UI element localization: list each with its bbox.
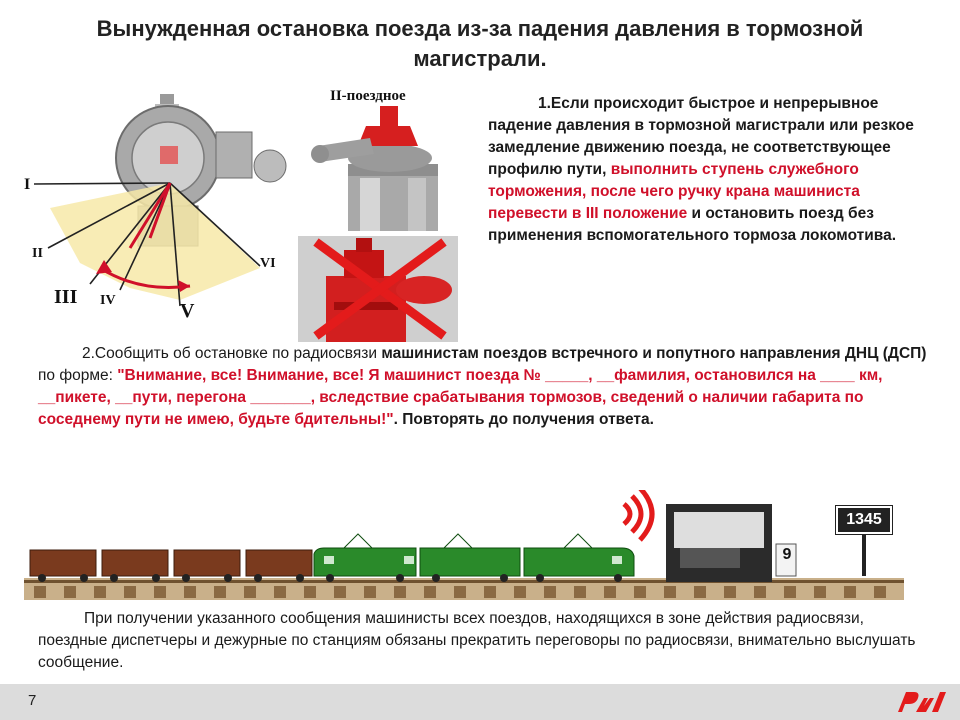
step1-tail-text: и остановить поезд без применения вспомогательного тормоза локомотива. — [488, 205, 897, 244]
step1-red-text: выполнить ступень служебного торможения, после чего ручку крана машиниста перевести в III положение — [488, 161, 860, 222]
rzd-logo-icon — [894, 688, 950, 716]
position-label-6: VI — [260, 256, 276, 271]
crane-photo-correct — [298, 86, 458, 231]
step2-bold-text: машинистам поездов встречного и попутного направления ДНЦ (ДСП) — [381, 345, 927, 362]
crane-photo-crossed — [298, 236, 458, 342]
position-label-2: II — [32, 246, 43, 261]
notice-text — [38, 608, 918, 674]
instruction-step-1 — [488, 93, 938, 247]
radio-waves-icon — [624, 490, 652, 540]
position-label-4: IV — [100, 293, 116, 308]
step2-tail-text: . Повторять до получения ответа. — [393, 411, 654, 428]
position-label-3: III — [54, 286, 78, 308]
km-sign: 1345 — [836, 506, 892, 534]
position-label-5: V — [180, 300, 195, 322]
page-number: 7 — [28, 692, 37, 709]
step2-radio-message: "Внимание, все! Внимание, все! Я машинист поезда № _____, __фамилия, остановился на ____ км, __пикете, __пути, перегона _______, вследствие срабатывания тормозов, сведений о наличии габарита по соседнему пути не имею, будьте бдительны!" — [38, 367, 883, 428]
train-scene — [24, 490, 904, 608]
locomotive — [314, 534, 634, 582]
instruction-step-2 — [38, 343, 938, 431]
crane-position-caption: II-поездное — [330, 88, 406, 104]
step1-text: 1.Если происходит быстрое и непрерывное падение давления в тормозной магистрали или резкое замедление движению поезда, не соответствующее профилю пути, — [488, 95, 914, 178]
footer-bar — [0, 684, 960, 720]
step2-mid-text: по форме: — [38, 367, 118, 384]
freight-wagons — [30, 550, 312, 582]
notice-body: При получении указанного сообщения машинисты всех поездов, находящихся в зоне действия радиосвязи, поездные диспетчеры и дежурные по станциям обязаны прекратить переговоры по радиосвязи, внимательно выслушать сообщение. — [38, 610, 916, 671]
step2-lead-text: 2.Сообщить об остановке по радиосвязи — [82, 345, 382, 362]
picket-sign: 9 — [782, 546, 792, 563]
position-label-1: I — [24, 176, 31, 193]
slide-title: Вынужденная остановка поезда из-за падения давления в тормозной магистрали. — [96, 16, 864, 71]
